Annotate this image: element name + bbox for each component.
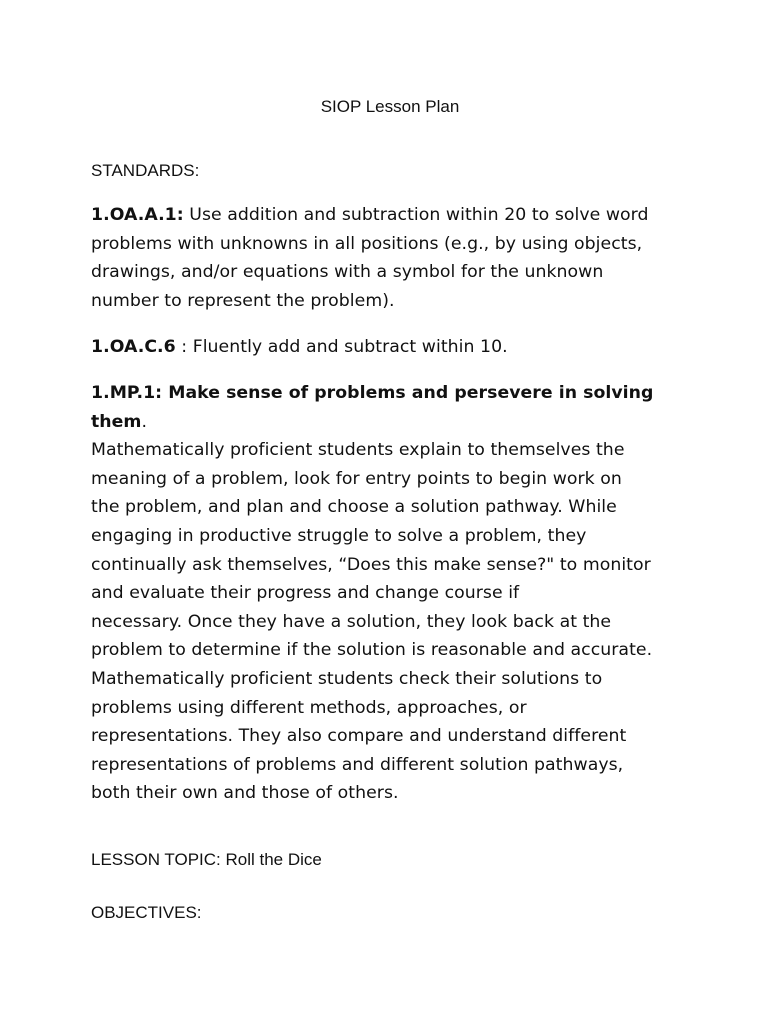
standard-2-code: 1.OA.C.6 [91, 337, 176, 357]
standard-3-title-line-1 [91, 379, 691, 408]
document-title: SIOP Lesson Plan [320, 97, 460, 116]
standard-3-body-line-3: the problem, and plan and choose a solution pathway. While [91, 497, 617, 518]
standard-3-body-line-11: representations. They also compare and understand different [91, 726, 627, 747]
standard-1mp1 [91, 379, 691, 808]
standard-3-body-line-6: and evaluate their progress and change course if [91, 583, 520, 604]
standard-3-body-line-5: continually ask themselves, “Does this make sense?" to monitor [91, 554, 651, 575]
standard-1-code: 1.OA.A.1: [91, 205, 184, 225]
standard-1-text: Use addition and subtraction within 20 to solve word [183, 205, 649, 225]
standard-2-line [91, 333, 691, 362]
standards-heading: STANDARDS: [91, 161, 200, 180]
standard-3-body-line-1: Mathematically proficient students explain to themselves the [91, 440, 625, 461]
standard-3-body-line-2: meaning of a problem, look for entry points to begin work on [91, 468, 622, 489]
standard-3-title-end: . [141, 411, 148, 432]
standard-3-body-line-13: both their own and those of others. [91, 783, 399, 804]
standard-3-body-line-8: problem to determine if the solution is reasonable and accurate. [91, 640, 653, 661]
standard-2-text: : Fluently add and subtract within 10. [175, 337, 508, 357]
objectives-heading: OBJECTIVES: [91, 903, 202, 922]
standard-1oaa1 [91, 201, 691, 315]
standard-3-body-line-9: Mathematically proficient students check their solutions to [91, 668, 603, 689]
standard-3-title-part-1: : Make sense of problems and persevere in solving [155, 383, 654, 403]
standard-1oac6 [91, 333, 691, 362]
standard-3-body-line-4: engaging in productive struggle to solve a problem, they [91, 525, 587, 546]
standard-3-title-line-2 [91, 408, 691, 437]
standard-3-body-line-10: problems using different methods, approaches, or [91, 697, 527, 718]
standard-1-line-4: number to represent the problem). [91, 290, 395, 311]
standard-1-line-2: problems with unknowns in all positions (e.g., by using objects, [91, 233, 643, 254]
standard-3-code: 1.MP.1 [91, 383, 156, 403]
standard-1-line-1 [91, 201, 691, 230]
lesson-topic: LESSON TOPIC: Roll the Dice [91, 850, 322, 869]
standard-1-line-3: drawings, and/or equations with a symbol for the unknown [91, 262, 604, 283]
standard-3-body-line-12: representations of problems and different solution pathways, [91, 754, 624, 775]
standard-3-title-part-2: them [91, 411, 142, 432]
standard-3-body-line-7: necessary. Once they have a solution, they look back at the [91, 611, 612, 632]
